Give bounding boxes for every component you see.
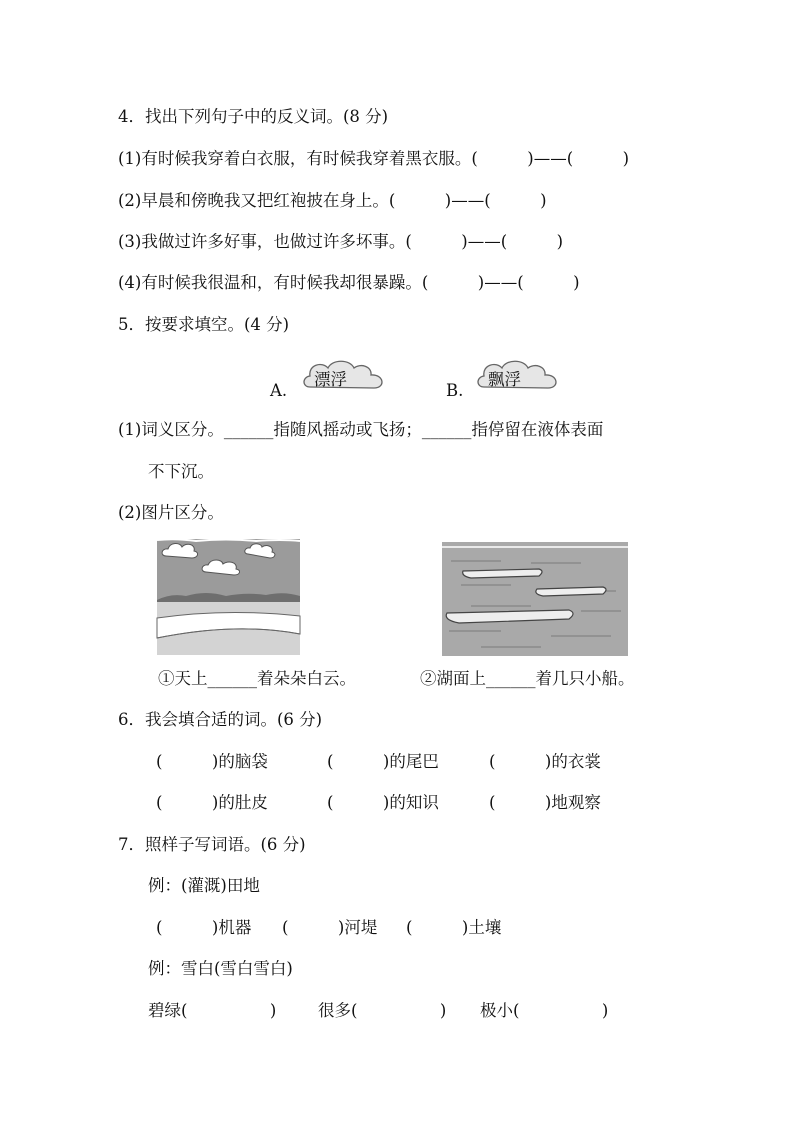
- q4-item-1: (1)有时候我穿着白衣服，有时候我穿着黑衣服。( )——( ): [118, 149, 630, 168]
- q7-row1-item-2: ( )河堤: [282, 918, 378, 937]
- sky-clouds-picture: [156, 538, 301, 656]
- q7-row2-item-3: 极小( ): [480, 1001, 609, 1020]
- q5-part2: (2)图片区分。: [118, 503, 224, 522]
- q5-option-b-word: 飘浮: [488, 370, 521, 389]
- q6-row2-item-1: ( )的肚皮: [156, 793, 268, 812]
- q4-item-4: (4)有时候我很温和，有时候我却很暴躁。( )——( ): [118, 273, 580, 292]
- q6-row1-item-2: ( )的尾巴: [327, 752, 439, 771]
- q6-title: 6．我会填合适的词。(6 分): [118, 710, 323, 729]
- q7-row1-item-3: ( )土壤: [406, 918, 502, 937]
- q5-part1-line2: 不下沉。: [148, 462, 214, 481]
- q5-title: 5．按要求填空。(4 分): [118, 315, 290, 334]
- q5-option-a-word: 漂浮: [314, 370, 347, 389]
- cloud-option-b: [474, 357, 560, 397]
- q7-row2-item-1: 碧绿( ): [148, 1001, 277, 1020]
- q6-row1-item-1: ( )的脑袋: [156, 752, 268, 771]
- cloud-option-a: [300, 357, 386, 397]
- q5-caption-2: ②湖面上______着几只小船。: [420, 669, 635, 688]
- q5-option-b-letter: B.: [446, 381, 464, 400]
- q4-title: 4．找出下列句子中的反义词。(8 分): [118, 107, 389, 126]
- q4-item-2: (2)早晨和傍晚我又把红袍披在身上。( )——( ): [118, 191, 547, 210]
- q4-item-3: (3)我做过许多好事，也做过许多坏事。( )——( ): [118, 232, 564, 251]
- q6-row2-item-2: ( )的知识: [327, 793, 439, 812]
- q7-example-2: 例：雪白(雪白雪白): [148, 959, 293, 978]
- q6-row2-item-3: ( )地观察: [489, 793, 601, 812]
- q7-title: 7．照样子写词语。(6 分): [118, 835, 306, 854]
- lake-boats-picture: [441, 541, 629, 657]
- q7-example-1: 例：(灌溉)田地: [148, 876, 260, 895]
- q5-part1-line1: (1)词义区分。______指随风摇动或飞扬；______指停留在液体表面: [118, 420, 604, 439]
- q7-row2-item-2: 很多( ): [318, 1001, 447, 1020]
- q5-caption-1: ①天上______着朵朵白云。: [158, 669, 356, 688]
- q5-option-a-letter: A.: [270, 381, 288, 400]
- q7-row1-item-1: ( )机器: [156, 918, 252, 937]
- q6-row1-item-3: ( )的衣裳: [489, 752, 601, 771]
